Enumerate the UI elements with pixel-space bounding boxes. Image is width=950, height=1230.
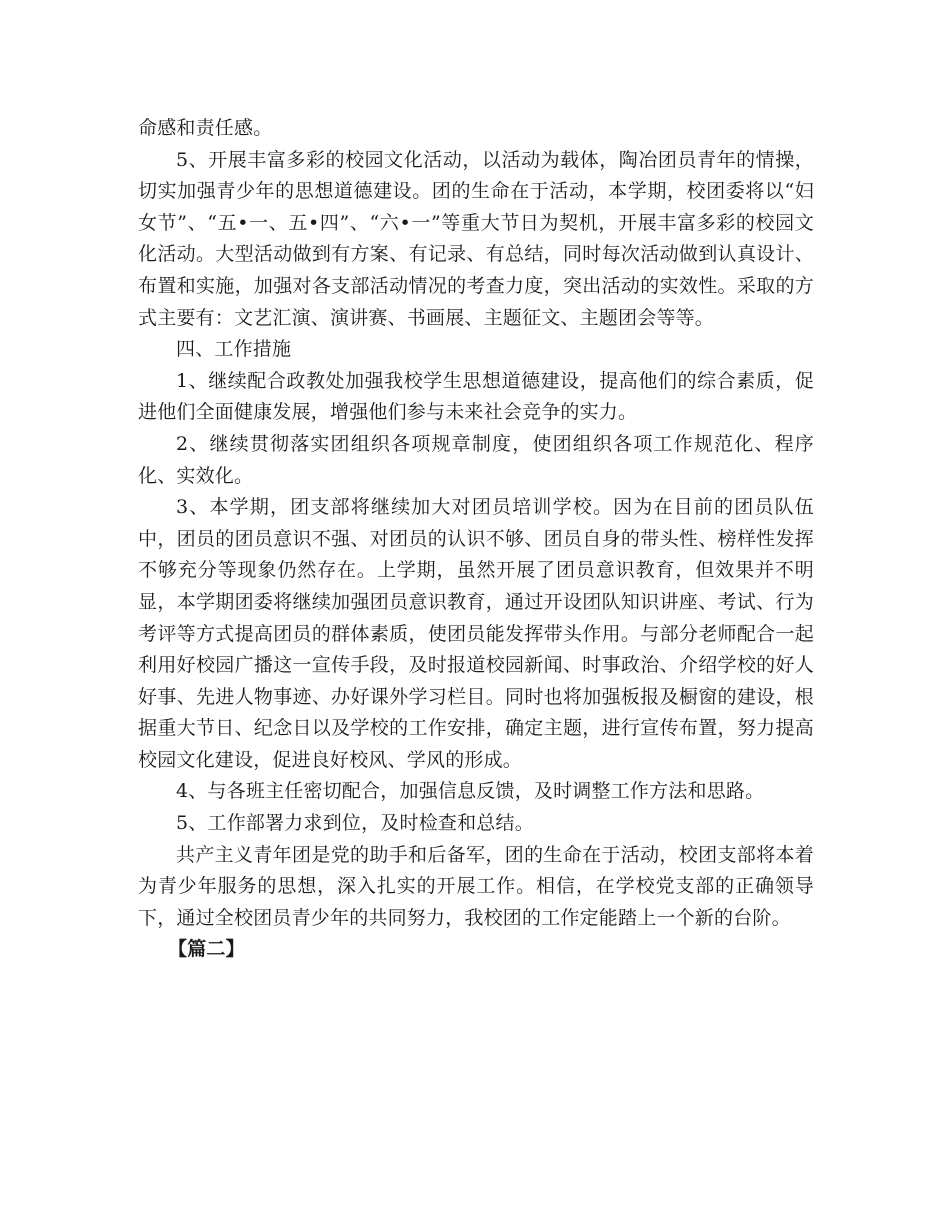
paragraph-measure-2: 2、继续贯彻落实团组织各项规章制度，使团组织各项工作规范化、程序化、实效化。 — [138, 432, 814, 487]
section-heading-part-two: 【篇二】 — [168, 938, 245, 961]
paragraph-measure-3: 3、本学期，团支部将继续加大对团员培训学校。因为在目前的团员队伍中，团员的团员意识不强、对团员的认识不够、团员自身的带头性、榜样性发挥不够充分等现象仍然存在。上学期，虽然开展了团员意识教育，但效果并不明显，本学期团委将继续加强团员意识教育，通过开设团队知识讲座、考试、行为考评等方式提高团员的群体素质，使团员能发挥带头作用。与部分老师配合一起利用好校园广播这一宣传手段，及时报道校园新闻、时事政治、介绍学校的好人好事、先进人物事迹、办好课外学习栏目。同时也将加强板报及橱窗的建设，根据重大节日、纪念日以及学校的工作安排，确定主题，进行宣传布置，努力提高校园文化建设，促进良好校风、学风的形成。 — [138, 496, 814, 771]
paragraph-continuation: 命感和责任感。 — [138, 117, 273, 139]
paragraph-item-5-activities: 5、开展丰富多彩的校园文化活动，以活动为载体，陶冶团员青年的情操，切实加强青少年的思想道德建设。团的生命在于活动，本学期，校团委将以“妇女节”、“五•一、五•四”、“六•一”等重大节日为契机，开展丰富多彩的校园文化活动。大型活动做到有方案、有记录、有总结，同时每次活动做到认真设计、布置和实施，加强对各支部活动情况的考查力度，突出活动的实效性。采取的方式主要有：文艺汇演、演讲赛、书画展、主题征文、主题团会等等。 — [138, 148, 814, 329]
paragraph-conclusion: 共产主义青年团是党的助手和后备军，团的生命在于活动，校团支部将本着为青少年服务的思想，深入扎实的开展工作。相信，在学校党支部的正确领导下，通过全校团员青少年的共同努力，我校团的工作定能踏上一个新的台阶。 — [138, 843, 814, 929]
paragraph-measure-1: 1、继续配合政教处加强我校学生思想道德建设，提高他们的综合素质，促进他们全面健康发展，增强他们参与未来社会竞争的实力。 — [138, 369, 814, 424]
section-title-work-measures: 四、工作措施 — [176, 338, 292, 361]
paragraph-measure-4: 4、与各班主任密切配合，加强信息反馈，及时调整工作方法和思路。 — [176, 780, 765, 803]
document-body — [138, 113, 814, 966]
paragraph-measure-5: 5、工作部署力求到位，及时检查和总结。 — [176, 812, 534, 835]
